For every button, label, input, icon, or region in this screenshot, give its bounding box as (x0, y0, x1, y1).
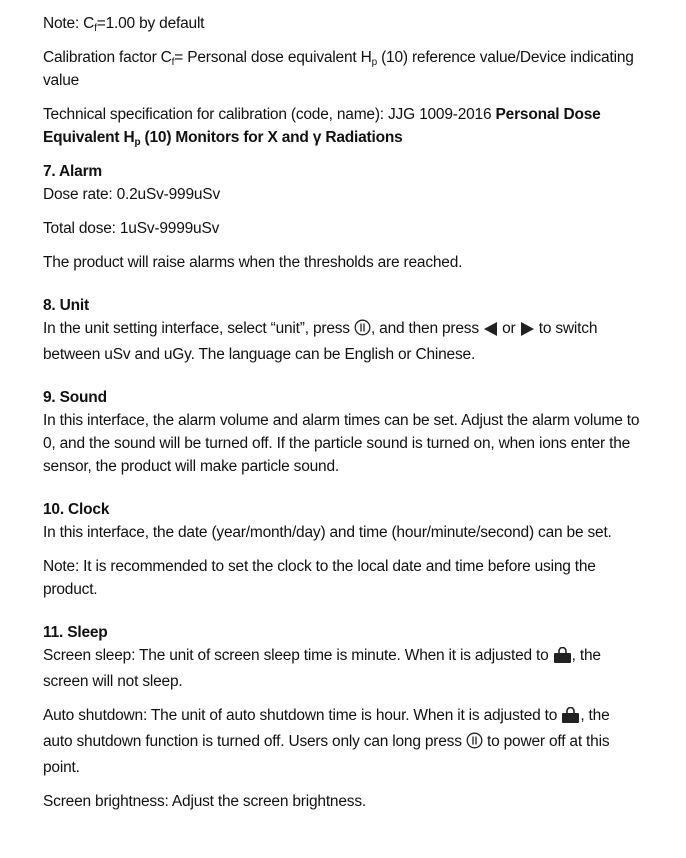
heading-unit: 8. Unit (43, 297, 89, 314)
clock-text: In this interface, the date (year/month/day) and time (hour/minute/second) can be set. (43, 524, 612, 541)
heading-sound: 9. Sound (43, 389, 107, 406)
alarm-total-dose: Total dose: 1uSv-9999uSv (43, 220, 220, 237)
note-default: Note: $C_f=1.00$ by default (43, 15, 205, 34)
sound-text: In this interface, the alarm volume and alarm times can be set. Adjust the alarm volume to 0, and the sound will be turned off. If the particle sound is turned on, when ions enter the sensor, the product will make particle sound. (43, 412, 640, 475)
unit-text: In the unit setting interface, select “unit”, press , and then press or to switch between uSv and uGy. The language can be English or Chinese. (43, 320, 598, 363)
right-arrow-icon (520, 320, 535, 343)
lock-icon (561, 707, 580, 730)
heading-alarm: 7. Alarm (43, 163, 102, 180)
section-alarm (43, 160, 642, 274)
auto-shutdown-text: Auto shutdown: The unit of auto shutdown time is hour. When it is adjusted to , the auto shutdown function is turned off. Users only can long press to power off at this point. (43, 707, 610, 776)
technical-specification: Technical specification for calibration (code, name): JJG 1009-2016 Personal Dose Equivalent $H_p$ (10) Monitors for X and γ Radiations (43, 106, 601, 148)
section-clock (43, 498, 642, 601)
alarm-note: The product will raise alarms when the thresholds are reached. (43, 254, 463, 271)
section-sound (43, 386, 642, 478)
alarm-dose-rate: Dose rate: 0.2uSv-999uSv (43, 186, 220, 203)
screen-sleep-text: Screen sleep: The unit of screen sleep time is minute. When it is adjusted to , the screen will not sleep. (43, 647, 601, 690)
section-unit (43, 294, 642, 366)
clock-note: Note: It is recommended to set the clock to the local date and time before using the product. (43, 558, 596, 598)
left-arrow-icon (483, 320, 498, 343)
screen-brightness-text: Screen brightness: Adjust the screen brightness. (43, 793, 366, 810)
power-button-icon (354, 319, 371, 343)
heading-clock: 10. Clock (43, 501, 110, 518)
section-sleep (43, 621, 642, 813)
calibration-factor: Calibration factor $C_f=$ Personal dose equivalent $H_p$ (10) reference value/Device indicating value (43, 49, 634, 89)
lock-icon (553, 647, 572, 670)
heading-sleep: 11. Sleep (43, 624, 108, 641)
power-button-icon (466, 732, 483, 756)
